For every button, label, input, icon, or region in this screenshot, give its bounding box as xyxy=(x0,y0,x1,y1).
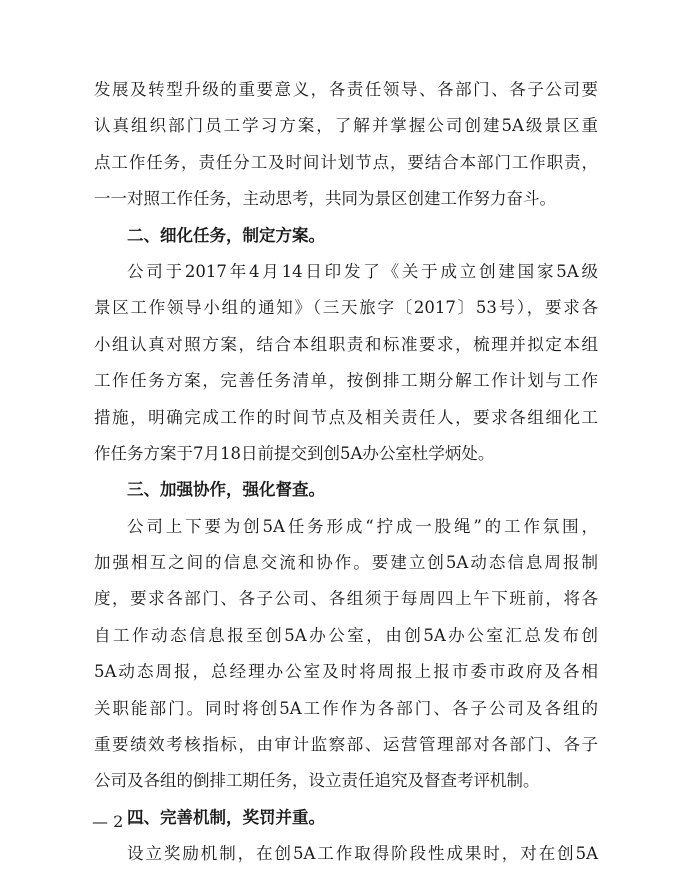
section-heading: 三、加强协作，强化督查。 xyxy=(127,480,325,500)
body-text-line: 重要绩效考核指标，由审计监察部、运营管理部对各部门、各子 xyxy=(94,735,598,755)
section-heading: 二、细化任务，制定方案。 xyxy=(127,225,325,245)
body-text-line: 点工作任务，责任分工及时间计划节点，要结合本部门工作职责， xyxy=(94,152,598,172)
body-text-line: 一一对照工作任务，主动思考，共同为景区创建工作努力奋斗。 xyxy=(94,189,556,209)
body-text-line: 措施，明确完成工作的时间节点及相关责任人，要求各组细化工 xyxy=(94,407,598,427)
section-heading: 四、完善机制，奖罚并重。 xyxy=(127,807,325,827)
body-text-line: 自工作动态信息报至创5A办公室，由创5A办公室汇总发布创 xyxy=(94,625,598,645)
body-text-line: 发展及转型升级的重要意义，各责任领导、各部门、各子公司要 xyxy=(94,80,598,99)
body-text-line: 度，要求各部门、各子公司、各组须于每周四上午下班前，将各 xyxy=(94,589,598,609)
body-text-line: 设立奖励机制，在创5A工作取得阶段性成果时，对在创5A xyxy=(127,844,598,864)
body-text-line: 景区工作领导小组的通知》（三天旅字〔2017〕53号），要求各 xyxy=(94,298,598,318)
body-text-line: 工作任务方案，完善任务清单，按倒排工期分解工作计划与工作 xyxy=(94,371,598,391)
body-text-line: 公司于2017年4月14日印发了《关于成立创建国家5A级 xyxy=(127,261,598,281)
body-text-line: 公司上下要为创5A任务形成“拧成一股绳”的工作氛围， xyxy=(127,516,598,536)
document-body xyxy=(94,72,598,873)
body-text-line: 关职能部门。同时将创5A工作作为各部门、各子公司及各组的 xyxy=(94,698,598,718)
body-text-line: 5A动态周报，总经理办公室及时将周报上报市委市政府及各相 xyxy=(94,662,598,682)
body-text-line: 认真组织部门员工学习方案，了解并掌握公司创建5A级景区重 xyxy=(94,116,598,136)
body-text-line: 公司及各组的倒排工期任务，设立责任追究及督查考评机制。 xyxy=(94,771,540,791)
body-text-line: 加强相互之间的信息交流和协作。要建立创5A动态信息周报制 xyxy=(94,553,598,573)
body-text-line: 小组认真对照方案，结合本组职责和标准要求，梳理并拟定本组 xyxy=(94,334,598,354)
page-number: — 2 — xyxy=(92,812,145,831)
body-text-line: 作任务方案于7月18日前提交到创5A办公室杜学炳处。 xyxy=(94,443,495,463)
